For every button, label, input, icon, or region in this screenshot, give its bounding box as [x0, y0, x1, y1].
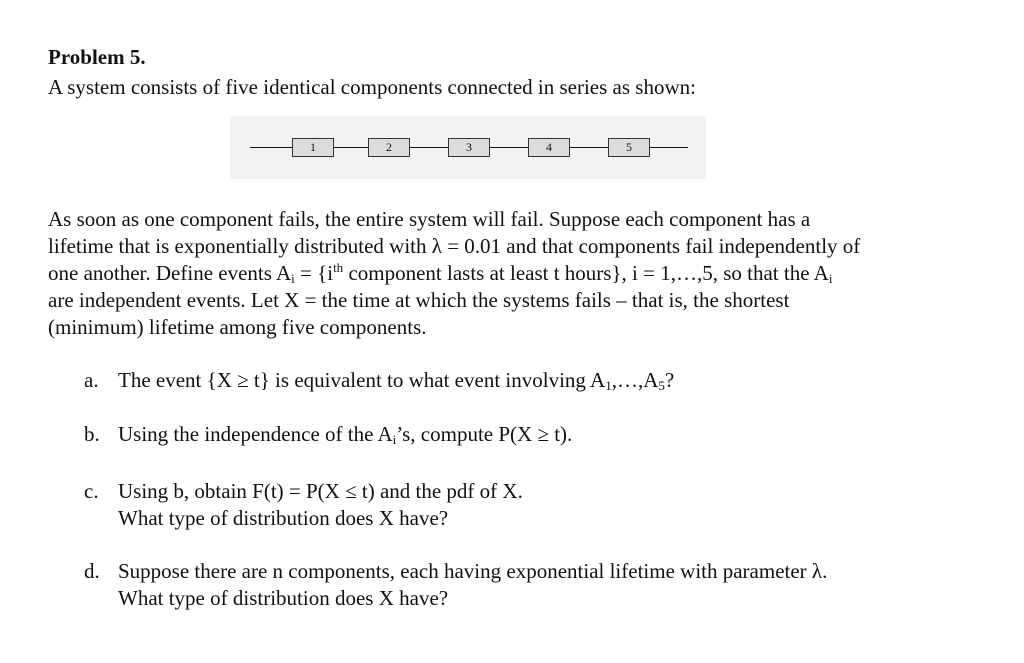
paragraph-line-5: (minimum) lifetime among five components. — [48, 315, 427, 339]
question-text — [118, 421, 572, 448]
component-label: 5 — [626, 140, 632, 154]
text-run: Using the independence of the A — [118, 422, 393, 446]
question-text: Using b, obtain F(t) = P(X ≤ t) and the pdf of X. — [118, 479, 523, 503]
question-b — [84, 421, 573, 448]
question-text: Suppose there are n components, each having exponential lifetime with parameter λ. — [118, 559, 828, 583]
text-run: The event {X ≥ t} is equivalent to what event involving A — [118, 368, 606, 392]
question-d — [84, 558, 828, 585]
subscript: i — [291, 271, 295, 286]
component-label: 4 — [546, 140, 552, 154]
question-label: c. — [84, 479, 99, 503]
wire-2-3 — [410, 147, 448, 148]
question-c-line-2: What type of distribution does X have? — [118, 506, 449, 530]
paragraph-line-2: lifetime that is exponentially distributed with λ = 0.01 and that components fail independently of — [48, 234, 861, 258]
paragraph-line-3 — [48, 260, 832, 287]
question-text — [118, 367, 674, 394]
text-run: ’s, compute P(X ≥ t). — [396, 422, 573, 446]
text-run: ? — [664, 368, 675, 392]
question-c — [84, 478, 523, 505]
question-label: b. — [84, 422, 100, 446]
wire-right — [650, 147, 688, 148]
paragraph-line-1: As soon as one component fails, the entire system will fail. Suppose each component has a — [48, 207, 811, 231]
component-box-4 — [528, 138, 570, 157]
component-box-3 — [448, 138, 490, 157]
series-diagram — [230, 116, 706, 179]
wire-1-2 — [334, 147, 368, 148]
question-label: d. — [84, 559, 100, 583]
component-label: 3 — [466, 140, 472, 154]
text-run: = {i — [294, 261, 334, 285]
component-label: 2 — [386, 140, 392, 154]
wire-3-4 — [490, 147, 528, 148]
superscript: th — [333, 260, 344, 275]
subscript: i — [392, 432, 397, 447]
component-box-2 — [368, 138, 410, 157]
component-label: 1 — [310, 140, 316, 154]
component-box-5 — [608, 138, 650, 157]
problem-intro: A system consists of five identical components connected in series as shown: — [48, 75, 696, 99]
component-box-1 — [292, 138, 334, 157]
text-run: component lasts at least t hours}, i = 1,…,5, so that the A — [343, 261, 829, 285]
wire-4-5 — [570, 147, 608, 148]
subscript: i — [828, 271, 833, 286]
paragraph-line-4: are independent events. Let X = the time at which the systems fails – that is, the shortest — [48, 288, 790, 312]
question-label: a. — [84, 368, 99, 392]
question-d-line-2: What type of distribution does X have? — [118, 586, 449, 610]
text-run: ,…,A — [611, 368, 659, 392]
subscript: 5 — [658, 378, 665, 393]
problem-title: Problem 5. — [48, 45, 146, 69]
text-run: one another. Define events A — [48, 261, 292, 285]
wire-left — [250, 147, 292, 148]
question-a — [84, 367, 675, 394]
subscript: 1 — [605, 378, 612, 393]
